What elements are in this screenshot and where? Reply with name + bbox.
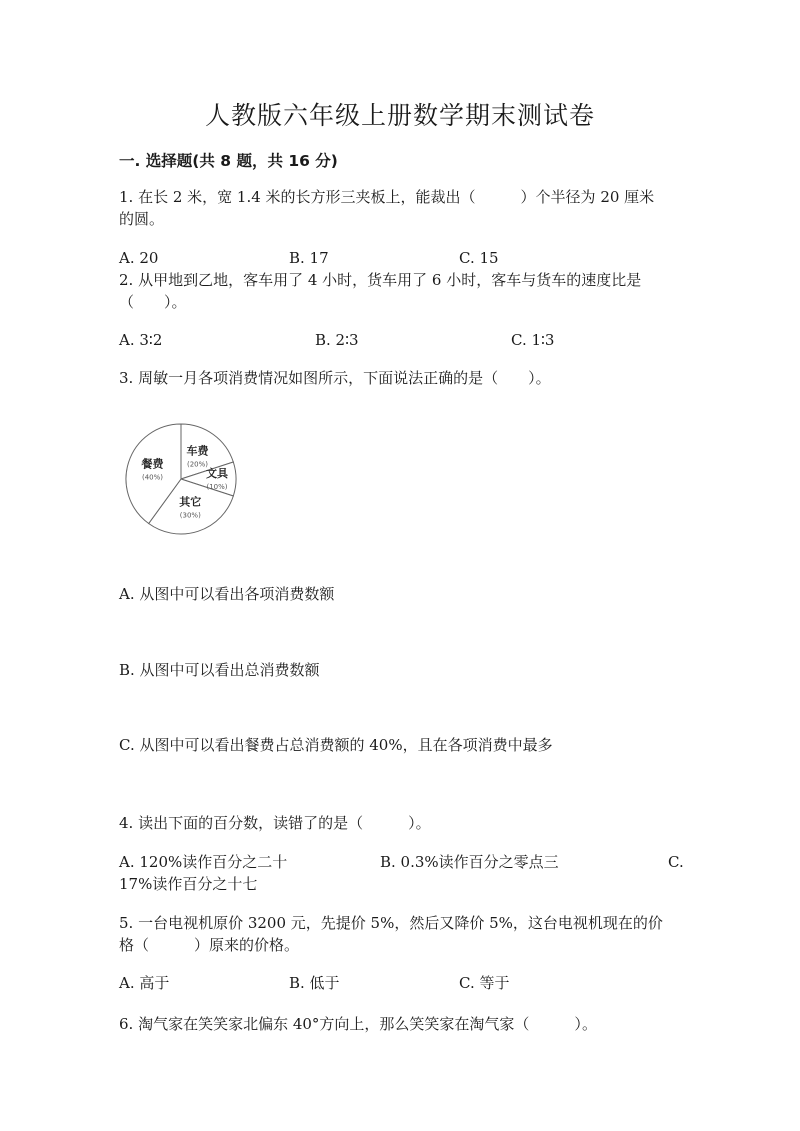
question-3-stem-line-1: 3. 周敏一月各项消费情况如图所示，下面说法正确的是（ ）。 (119, 369, 551, 387)
question-4-option-c-text: 17%读作百分之十七 (119, 875, 258, 893)
pie-percent-2: (10%) (206, 483, 228, 491)
pie-percent-3: (30%) (179, 511, 201, 520)
question-1-option-b: B. 17 (289, 249, 329, 267)
question-2-stem-line-2: （ ）。 (119, 293, 187, 311)
question-5-option-c: C. 等于 (459, 974, 510, 992)
question-5-option-b: B. 低于 (289, 974, 340, 992)
pie-label-3: 其它 (179, 495, 202, 509)
question-2-stem-line-1: 2. 从甲地到乙地，客车用了 4 小时，货车用了 6 小时，客车与货车的速度比是 (119, 271, 642, 289)
question-2-option-b: B. 2∶3 (315, 331, 359, 349)
question-1-option-c: C. 15 (459, 249, 499, 267)
question-5-stem-line-2: 格（ ）原来的价格。 (119, 936, 300, 954)
pie-label-4: 餐费 (141, 457, 164, 471)
question-1-stem-line-2: 的圆。 (119, 210, 165, 228)
question-3-option-c: C. 从图中可以看出餐费占总消费额的 40%，且在各项消费中最多 (119, 736, 553, 754)
question-4-stem-line-1: 4. 读出下面的百分数，读错了的是（ ）。 (119, 814, 431, 832)
pie-percent-1: (20%) (186, 460, 209, 469)
question-5-stem-line-1: 5. 一台电视机原价 3200 元，先提价 5%，然后又降价 5%，这台电视机现在的价 (119, 914, 663, 932)
question-1-stem-line-1: 1. 在长 2 米，宽 1.4 米的长方形三夹板上，能裁出（ ）个半径为 20 厘米 (119, 188, 655, 206)
question-4-option-a: A. 120%读作百分之二十 (119, 853, 288, 871)
page-title: 人教版六年级上册数学期末测试卷 (204, 101, 595, 130)
question-5-option-a: A. 高于 (119, 974, 170, 992)
pie-label-2: 文具 (206, 467, 228, 480)
question-3-option-b: B. 从图中可以看出总消费数额 (119, 661, 320, 679)
pie-label-1: 车费 (186, 444, 209, 458)
question-3-option-a: A. 从图中可以看出各项消费数额 (119, 585, 335, 603)
question-2-option-a: A. 3∶2 (119, 331, 163, 349)
question-2-option-c: C. 1∶3 (511, 331, 555, 349)
question-6-stem-line-1: 6. 淘气家在笑笑家北偏东 40°方向上，那么笑笑家在淘气家（ ）。 (119, 1015, 597, 1033)
question-1-option-a: A. 20 (119, 249, 159, 267)
pie-percent-4: (40%) (141, 473, 164, 482)
question-4-option-b: B. 0.3%读作百分之零点三 (380, 853, 559, 871)
expense-pie-chart (119, 423, 244, 543)
section-heading: 一. 选择题(共 8 题，共 16 分) (119, 152, 338, 170)
question-4-option-c-letter: C. (668, 853, 684, 871)
